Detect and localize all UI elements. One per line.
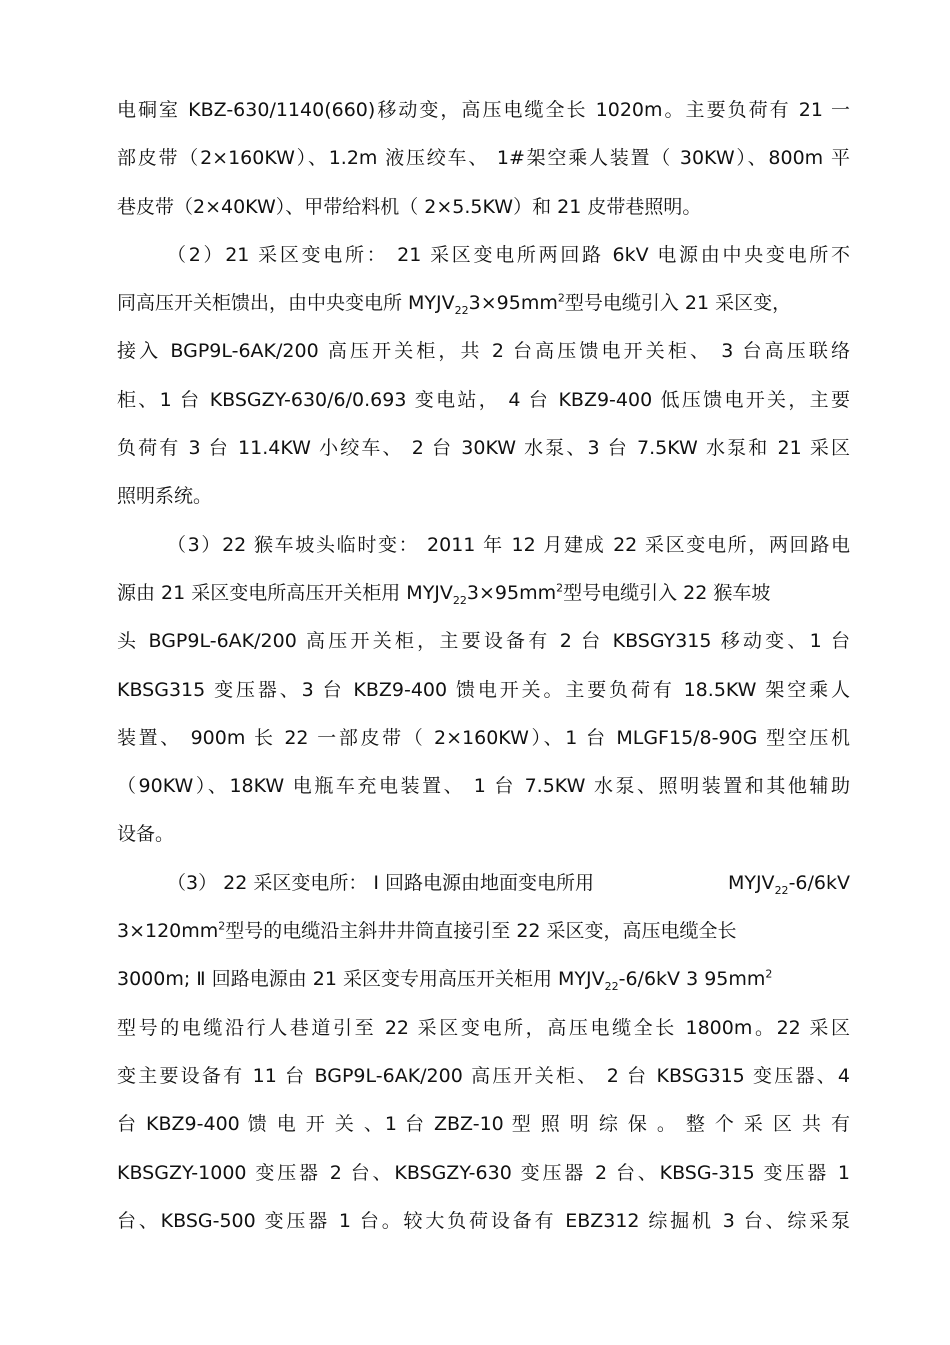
- document-body: [117, 86, 850, 1245]
- text-segment: 源由 21 采区变电所高压开关柜用 MYJV: [117, 581, 453, 604]
- text-line: 电硐室 KBZ-630/1140(660)移动变，高压电缆全长 1020m。主要负荷有 21 一: [117, 99, 850, 121]
- text-line: 柜、1 台 KBSGZY-630/6/0.693 变电站， 4 台 KBZ9-400 低压馈电开关，主要: [117, 388, 850, 411]
- superscript: 2: [557, 291, 565, 305]
- text-line: 照明系统。: [117, 485, 213, 508]
- text-line: 设备。: [117, 823, 175, 846]
- text-segment: 3×95mm: [466, 581, 557, 604]
- text-segment: [728, 859, 850, 907]
- text-segment: -6/6kV: [788, 871, 850, 894]
- text-line: 型号的电缆沿行人巷道引至 22 采区变电所，高压电缆全长 1800m。22 采区: [117, 1016, 850, 1039]
- text-line: （90KW）、18KW 电瓶车充电装置、 1 台 7.5KW 水泵、照明装置和其他辅助: [117, 775, 850, 798]
- text-line: 负荷有 3 台 11.4KW 小绞车、 2 台 30KW 水泵、3 台 7.5KW 水泵和 21 采区: [117, 437, 850, 460]
- text-segment: 3000m; Ⅱ 回路电源由 21 采区变专用高压开关柜用 MYJV: [117, 968, 605, 991]
- text-line: 台、KBSG-500 变压器 1 台。较大负荷设备有 EBZ312 综掘机 3 台、综采泵: [117, 1209, 850, 1232]
- text-segment: 3×120mm: [117, 920, 219, 943]
- superscript: 2: [765, 968, 773, 982]
- text-segment: 同高压开关柜馈出，由中央变电所 MYJV: [117, 292, 455, 315]
- text-line: KBSG315 变压器、3 台 KBZ9-400 馈电开关。主要负荷有 18.5KW 架空乘人: [117, 678, 850, 701]
- text-line: 部皮带（2×160KW）、1.2m 液压绞车、 1#架空乘人装置（ 30KW）、800m 平: [117, 147, 850, 170]
- paragraph-first-line: [117, 859, 850, 907]
- text-segment: 型号电缆引入 22 猴车坡: [563, 581, 771, 604]
- paragraph-first-line: （3）22 猴车坡头临时变： 2011 年 12 月建成 22 采区变电所，两回路电: [167, 533, 850, 556]
- superscript: 2: [218, 919, 226, 933]
- text-line: 巷皮带（2×40KW）、甲带给料机（ 2×5.5KW）和 21 皮带巷照明。: [117, 195, 702, 218]
- text-line: 台 KBZ9-400 馈 电 开 关 、1 台 ZBZ-10 型 照 明 综 保 。 整 个 采 区 共 有: [117, 1113, 850, 1136]
- superscript: 2: [556, 581, 564, 595]
- text-line: 变主要设备有 11 台 BGP9L-6AK/200 高压开关柜、 2 台 KBSG315 变压器、4: [117, 1064, 850, 1087]
- text-line: [117, 955, 850, 1003]
- subscript: 22: [452, 593, 467, 607]
- text-line: 装置、 900m 长 22 一部皮带（ 2×160KW）、1 台 MLGF15/8-90G 型空压机: [117, 726, 850, 749]
- paragraph-first-line: （2）21 采区变电所： 21 采区变电所两回路 6kV 电源由中央变电所不: [167, 243, 850, 266]
- text-line: [117, 569, 850, 617]
- text-line: [117, 279, 850, 327]
- text-segment: 型号的电缆沿主斜井井筒直接引至 22 采区变，高压电缆全长: [225, 920, 737, 943]
- text-line: 接入 BGP9L-6AK/200 高压开关柜，共 2 台高压馈电开关柜、 3 台高压联络: [117, 340, 850, 363]
- subscript: 22: [774, 883, 789, 897]
- subscript: 22: [454, 303, 469, 317]
- text-segment: MYJV: [727, 871, 775, 894]
- text-line: KBSGZY-1000 变压器 2 台、KBSGZY-630 变压器 2 台、KBSG-315 变压器 1: [117, 1161, 850, 1184]
- text-segment: 型号电缆引入 21 采区变，: [564, 292, 792, 315]
- text-line: [117, 907, 850, 955]
- text-line: 头 BGP9L-6AK/200 高压开关柜，主要设备有 2 台 KBSGY315 移动变、1 台: [117, 630, 850, 653]
- text-segment: 3×95mm: [468, 292, 558, 315]
- text-segment: -6/6kV 3 95mm: [618, 968, 766, 991]
- subscript: 22: [604, 980, 619, 994]
- text-segment: （3） 22 采区变电所： Ⅰ 回路电源由地面变电所用: [167, 871, 595, 894]
